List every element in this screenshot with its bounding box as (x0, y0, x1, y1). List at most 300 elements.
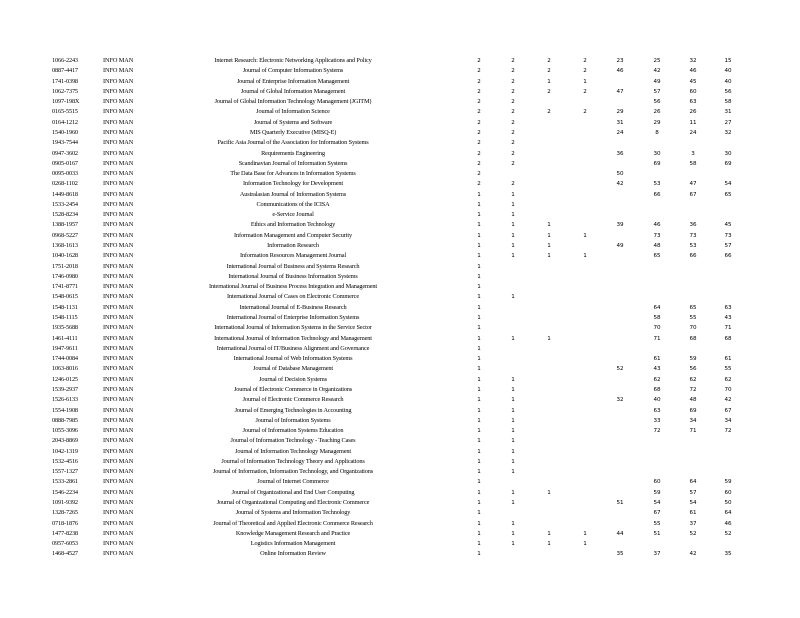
table-row (0, 426, 800, 436)
value-cell-4: 1 (583, 232, 587, 239)
journal-title-cell: Journal of Information, Information Technology, and Organizations (212, 468, 374, 476)
table-row (0, 375, 800, 385)
category-cell: INFO MAN (103, 529, 134, 537)
value-cell-5: 31 (616, 119, 624, 126)
issn-cell: 1540-1960 (52, 128, 78, 136)
value-cell-7: 26 (689, 109, 697, 116)
journal-title-cell: Information Research (267, 242, 319, 250)
issn-cell: 1943-7544 (52, 139, 78, 147)
value-cell-7: 63 (689, 99, 697, 106)
category-cell: INFO MAN (103, 231, 134, 239)
category-cell: INFO MAN (103, 365, 134, 373)
table-row (0, 128, 800, 138)
value-cell-8: 31 (724, 109, 732, 116)
category-cell: INFO MAN (103, 283, 134, 291)
table-row (0, 251, 800, 261)
value-cell-2: 2 (511, 129, 515, 136)
category-cell: INFO MAN (103, 262, 134, 270)
journal-title-cell: Journal of Database Management (253, 365, 333, 373)
issn-cell: 1548-0615 (52, 293, 78, 301)
category-cell: INFO MAN (103, 303, 134, 311)
category-cell: INFO MAN (103, 200, 134, 208)
table-row (0, 467, 800, 477)
value-cell-1: 1 (477, 469, 481, 476)
table-row (0, 436, 800, 446)
category-cell: INFO MAN (103, 128, 134, 136)
table-row (0, 149, 800, 159)
value-cell-6: 8 (655, 129, 659, 136)
journal-title-cell: International Journal of Cases on Electronic Commerce (227, 293, 359, 301)
table-row (0, 138, 800, 148)
value-cell-8: 70 (724, 386, 732, 393)
value-cell-2: 1 (511, 232, 515, 239)
issn-cell: 1548-1115 (52, 314, 78, 321)
value-cell-2: 1 (511, 520, 515, 527)
value-cell-7: 24 (689, 129, 697, 136)
table-row (0, 354, 800, 364)
value-cell-7: 54 (689, 500, 697, 507)
issn-cell: 1062-7375 (52, 87, 78, 95)
value-cell-8: 63 (724, 304, 732, 311)
issn-cell: 0947-3602 (52, 149, 78, 157)
value-cell-8: 71 (724, 325, 732, 332)
value-cell-2: 1 (511, 500, 515, 507)
issn-cell: 2043-8869 (52, 437, 78, 445)
value-cell-1: 1 (477, 541, 481, 548)
value-cell-6: 69 (653, 160, 661, 167)
value-cell-2: 1 (511, 428, 515, 435)
value-cell-1: 1 (477, 376, 481, 383)
journal-title-cell: Journal of Organizational Computing and Electronic Commerce (216, 499, 370, 507)
value-cell-8: 64 (724, 510, 732, 517)
value-cell-1: 1 (477, 345, 481, 352)
value-cell-1: 1 (477, 315, 481, 321)
table-row (0, 87, 800, 97)
value-cell-2: 2 (511, 99, 515, 106)
value-cell-8: 50 (724, 500, 732, 507)
issn-cell: 1055-3096 (52, 427, 78, 435)
category-cell: INFO MAN (103, 293, 134, 301)
value-cell-1: 1 (477, 438, 481, 445)
table-row (0, 107, 800, 117)
journal-title-cell: International Journal of Business and Systems Research (226, 262, 360, 270)
value-cell-5: 44 (616, 530, 624, 537)
category-cell: INFO MAN (103, 468, 134, 476)
value-cell-7: 32 (689, 58, 697, 64)
issn-cell: 1554-1908 (52, 406, 78, 414)
value-cell-1: 2 (477, 160, 481, 167)
value-cell-1: 2 (477, 129, 481, 136)
value-cell-2: 1 (511, 530, 515, 537)
journal-title-cell: Information Management and Computer Security (234, 231, 352, 239)
value-cell-5: 24 (616, 129, 624, 136)
category-cell: INFO MAN (103, 540, 134, 548)
journal-title-cell: Journal of Global Information Management (240, 87, 346, 95)
value-cell-1: 1 (477, 232, 481, 239)
value-cell-1: 2 (477, 99, 481, 106)
table-row (0, 334, 800, 344)
journal-title-cell: International Journal of Web Information Systems (233, 355, 353, 363)
value-cell-2: 1 (511, 222, 515, 229)
journal-title-cell: Journal of Information Technology Theory and Applications (221, 457, 365, 465)
value-cell-1: 1 (477, 479, 481, 486)
journal-title-cell: International Journal of Information Technology and Management (214, 334, 372, 342)
value-cell-5: 32 (616, 397, 624, 404)
value-cell-6: 56 (653, 99, 661, 106)
issn-cell: 0957-6053 (52, 540, 78, 548)
table-row (0, 190, 800, 200)
value-cell-6: 25 (653, 58, 661, 64)
value-cell-7: 72 (689, 386, 697, 393)
value-cell-8: 45 (724, 222, 732, 229)
value-cell-8: 69 (724, 160, 732, 167)
value-cell-7: 67 (689, 191, 697, 198)
value-cell-8: 68 (724, 335, 732, 342)
table-row (0, 231, 800, 241)
journal-title-cell: Ethics and Information Technology (250, 221, 336, 229)
value-cell-2: 2 (511, 150, 515, 157)
issn-cell: 1449-8618 (52, 190, 78, 198)
value-cell-2: 1 (511, 294, 515, 301)
table-row (0, 416, 800, 426)
table-row (0, 56, 800, 66)
value-cell-8: 40 (724, 78, 732, 85)
issn-cell: 1461-4111 (52, 334, 78, 342)
journal-title-cell: Requirements Engineering (261, 149, 325, 157)
value-cell-2: 1 (511, 243, 515, 250)
value-cell-7: 37 (689, 520, 697, 527)
value-cell-2: 2 (511, 58, 515, 64)
value-cell-3: 1 (547, 541, 551, 548)
journal-title-cell: Journal of Information Technology Management (235, 447, 351, 455)
table-row (0, 159, 800, 169)
category-cell: INFO MAN (103, 57, 134, 64)
category-cell: INFO MAN (103, 170, 134, 178)
value-cell-4: 1 (583, 253, 587, 260)
value-cell-6: 46 (653, 222, 661, 229)
value-cell-5: 23 (616, 58, 624, 64)
value-cell-8: 67 (724, 407, 732, 414)
value-cell-2: 1 (511, 191, 515, 198)
value-cell-4: 2 (583, 68, 587, 75)
value-cell-1: 1 (477, 458, 481, 465)
value-cell-8: 35 (724, 551, 732, 558)
issn-cell: 0905-0167 (52, 159, 78, 167)
issn-cell: 1526-6133 (52, 396, 78, 404)
value-cell-6: 48 (653, 243, 661, 250)
value-cell-2: 2 (511, 140, 515, 147)
category-cell: INFO MAN (103, 427, 134, 435)
journal-title-cell: The Data Base for Advances in Information Systems (230, 170, 356, 178)
value-cell-1: 1 (477, 335, 481, 342)
value-cell-3: 2 (547, 58, 551, 64)
value-cell-6: 70 (653, 325, 661, 332)
category-cell: INFO MAN (103, 499, 134, 507)
issn-cell: 1528-8234 (52, 211, 78, 219)
value-cell-2: 1 (511, 201, 515, 208)
value-cell-3: 1 (547, 222, 551, 229)
value-cell-7: 58 (689, 160, 697, 167)
table-row (0, 344, 800, 354)
value-cell-1: 1 (477, 212, 481, 219)
value-cell-6: 62 (653, 376, 661, 383)
value-cell-1: 2 (477, 78, 481, 85)
issn-cell: 0887-4417 (52, 67, 78, 75)
category-cell: INFO MAN (103, 334, 134, 342)
value-cell-6: 30 (653, 150, 661, 157)
issn-cell: 1539-2937 (52, 385, 78, 393)
journal-title-cell: Journal of Decision Systems (259, 375, 327, 383)
value-cell-1: 2 (477, 181, 481, 188)
journal-title-cell: Pacific Asia Journal of the Association for Information Systems (217, 139, 369, 147)
category-cell: INFO MAN (103, 385, 134, 393)
value-cell-8: 15 (724, 58, 732, 64)
value-cell-7: 71 (689, 428, 697, 435)
category-cell: INFO MAN (103, 118, 134, 126)
value-cell-3: 1 (547, 232, 551, 239)
value-cell-1: 1 (477, 273, 481, 280)
issn-cell: 0718-1876 (52, 519, 78, 527)
value-cell-6: 67 (653, 510, 661, 517)
category-cell: INFO MAN (103, 406, 134, 414)
value-cell-6: 73 (653, 232, 661, 239)
value-cell-2: 2 (511, 78, 515, 85)
issn-cell: 1066-2243 (52, 57, 78, 64)
value-cell-1: 1 (477, 243, 481, 250)
table-row (0, 477, 800, 487)
issn-cell: 1532-4516 (52, 457, 78, 465)
table-row (0, 220, 800, 230)
value-cell-2: 1 (511, 397, 515, 404)
value-cell-8: 57 (724, 243, 732, 250)
category-cell: INFO MAN (103, 159, 134, 167)
category-cell: INFO MAN (103, 478, 134, 486)
journal-title-cell: e-Service Journal (272, 211, 314, 219)
journal-title-cell: International Journal of IT/Business Alignment and Governance (216, 344, 370, 352)
category-cell: INFO MAN (103, 77, 134, 85)
value-cell-5: 47 (616, 88, 624, 95)
table-row (0, 549, 800, 559)
value-cell-1: 2 (477, 119, 481, 126)
value-cell-1: 1 (477, 304, 481, 311)
table-row (0, 200, 800, 210)
issn-cell: 1388-1957 (52, 221, 78, 229)
value-cell-1: 1 (477, 386, 481, 393)
value-cell-8: 58 (724, 99, 732, 106)
value-cell-2: 1 (511, 417, 515, 424)
value-cell-7: 64 (689, 479, 697, 486)
category-cell: INFO MAN (103, 272, 134, 280)
journal-title-cell: Information Resources Management Journal (239, 252, 347, 260)
value-cell-3: 1 (547, 78, 551, 85)
value-cell-5: 49 (616, 243, 624, 250)
value-cell-4: 1 (583, 530, 587, 537)
issn-cell: 1097-198X (52, 98, 80, 106)
issn-cell: 1477-8238 (52, 529, 78, 537)
issn-cell: 1557-1327 (52, 468, 78, 476)
value-cell-8: 32 (724, 129, 732, 136)
value-cell-8: 40 (724, 68, 732, 75)
value-cell-7: 57 (689, 489, 697, 496)
table-row (0, 262, 800, 272)
table-row (0, 508, 800, 518)
journal-title-cell: Journal of Enterprise Information Management (236, 77, 350, 85)
issn-cell: 1548-1131 (52, 303, 78, 311)
issn-cell: 0888-7985 (52, 416, 78, 424)
value-cell-2: 1 (511, 253, 515, 260)
value-cell-1: 1 (477, 356, 481, 363)
value-cell-1: 2 (477, 171, 481, 178)
value-cell-6: 26 (653, 109, 661, 116)
journal-title-cell: International Journal of Information Systems in the Service Sector (214, 324, 372, 332)
table-row (0, 488, 800, 498)
value-cell-7: 42 (689, 551, 697, 558)
value-cell-6: 72 (653, 428, 661, 435)
value-cell-7: 70 (689, 325, 697, 332)
value-cell-2: 2 (511, 119, 515, 126)
category-cell: INFO MAN (103, 396, 134, 404)
journal-title-cell: International Journal of E-Business Research (239, 303, 347, 311)
value-cell-8: 72 (724, 428, 732, 435)
journal-title-cell: Journal of Global Information Technology Management (JGITM) (214, 98, 372, 106)
table-row (0, 241, 800, 251)
value-cell-6: 65 (653, 253, 661, 260)
value-cell-1: 1 (477, 530, 481, 537)
category-cell: INFO MAN (103, 457, 134, 465)
value-cell-5: 42 (616, 181, 624, 188)
issn-cell: 1533-2861 (52, 478, 78, 486)
journal-title-cell: Logistics Information Management (250, 540, 336, 548)
journal-title-cell: Journal of Information Systems Education (242, 427, 344, 435)
table-row (0, 97, 800, 107)
journal-title-cell: Knowledge Management Research and Practice (235, 529, 351, 537)
value-cell-7: 69 (689, 407, 697, 414)
value-cell-2: 2 (511, 88, 515, 95)
issn-cell: 1246-0125 (52, 375, 78, 383)
journal-title-cell: Scandinavian Journal of Information Systems (238, 159, 348, 167)
value-cell-5: 46 (616, 68, 624, 75)
journal-title-cell: Journal of Theoretical and Applied Electronic Commerce Research (213, 519, 373, 527)
value-cell-6: 43 (653, 366, 661, 373)
value-cell-6: 63 (653, 407, 661, 414)
value-cell-2: 1 (511, 335, 515, 342)
table-row (0, 210, 800, 220)
value-cell-1: 1 (477, 407, 481, 414)
value-cell-7: 53 (689, 243, 697, 250)
issn-cell: 1546-2234 (52, 488, 78, 496)
value-cell-8: 52 (724, 530, 732, 537)
category-cell: INFO MAN (103, 437, 134, 445)
value-cell-2: 1 (511, 448, 515, 455)
value-cell-8: 34 (724, 417, 732, 424)
value-cell-7: 55 (689, 315, 697, 321)
value-cell-3: 2 (547, 109, 551, 116)
category-cell: INFO MAN (103, 221, 134, 229)
value-cell-3: 1 (547, 243, 551, 250)
value-cell-7: 59 (689, 356, 697, 363)
value-cell-7: 46 (689, 68, 697, 75)
value-cell-8: 56 (724, 88, 732, 95)
value-cell-6: 59 (653, 489, 661, 496)
value-cell-7: 60 (689, 88, 697, 95)
table-row (0, 385, 800, 395)
value-cell-8: 66 (724, 253, 732, 260)
value-cell-7: 11 (689, 119, 697, 126)
value-cell-2: 1 (511, 407, 515, 414)
value-cell-3: 1 (547, 253, 551, 260)
value-cell-8: 46 (724, 520, 732, 527)
table-row (0, 539, 800, 549)
value-cell-1: 1 (477, 325, 481, 332)
category-cell: INFO MAN (103, 242, 134, 250)
value-cell-2: 1 (511, 386, 515, 393)
value-cell-8: 62 (724, 376, 732, 383)
category-cell: INFO MAN (103, 324, 134, 332)
value-cell-7: 62 (689, 376, 697, 383)
value-cell-4: 1 (583, 78, 587, 85)
value-cell-7: 56 (689, 366, 697, 373)
value-cell-2: 2 (511, 181, 515, 188)
value-cell-1: 2 (477, 109, 481, 116)
value-cell-8: 30 (724, 150, 732, 157)
table-row (0, 529, 800, 539)
value-cell-5: 50 (616, 171, 624, 178)
issn-cell: 0968-5227 (52, 231, 78, 239)
value-cell-1: 2 (477, 150, 481, 157)
journal-title-cell: Journal of Information Systems (255, 416, 331, 424)
value-cell-1: 1 (477, 520, 481, 527)
value-cell-7: 73 (689, 232, 697, 239)
value-cell-2: 1 (511, 212, 515, 219)
value-cell-1: 1 (477, 222, 481, 229)
value-cell-7: 48 (689, 397, 697, 404)
value-cell-1: 2 (477, 88, 481, 95)
issn-cell: 0268-1102 (52, 180, 78, 188)
value-cell-1: 1 (477, 551, 481, 558)
issn-cell: 1751-2018 (52, 262, 78, 270)
value-cell-8: 65 (724, 191, 732, 198)
category-cell: INFO MAN (103, 211, 134, 219)
value-cell-6: 53 (653, 181, 661, 188)
issn-cell: 1741-0398 (52, 77, 78, 85)
value-cell-7: 68 (689, 335, 697, 342)
value-cell-3: 2 (547, 68, 551, 75)
category-cell: INFO MAN (103, 375, 134, 383)
value-cell-6: 40 (653, 397, 661, 404)
value-cell-3: 1 (547, 489, 551, 496)
category-cell: INFO MAN (103, 98, 134, 106)
value-cell-7: 45 (689, 78, 697, 85)
value-cell-1: 1 (477, 201, 481, 208)
journal-title-cell: Journal of Systems and Software (253, 118, 333, 126)
category-cell: INFO MAN (103, 190, 134, 198)
value-cell-1: 1 (477, 191, 481, 198)
value-cell-8: 61 (724, 356, 732, 363)
value-cell-3: 1 (547, 530, 551, 537)
value-cell-2: 1 (511, 489, 515, 496)
value-cell-1: 1 (477, 253, 481, 260)
value-cell-8: 73 (724, 232, 732, 239)
category-cell: INFO MAN (103, 488, 134, 496)
table-row (0, 457, 800, 467)
issn-cell: 1368-1613 (52, 242, 78, 250)
value-cell-1: 1 (477, 510, 481, 517)
value-cell-3: 1 (547, 335, 551, 342)
value-cell-2: 1 (511, 438, 515, 445)
value-cell-8: 55 (724, 366, 732, 373)
journal-title-cell: Information Technology for Development (243, 180, 343, 188)
category-cell: INFO MAN (103, 314, 134, 321)
